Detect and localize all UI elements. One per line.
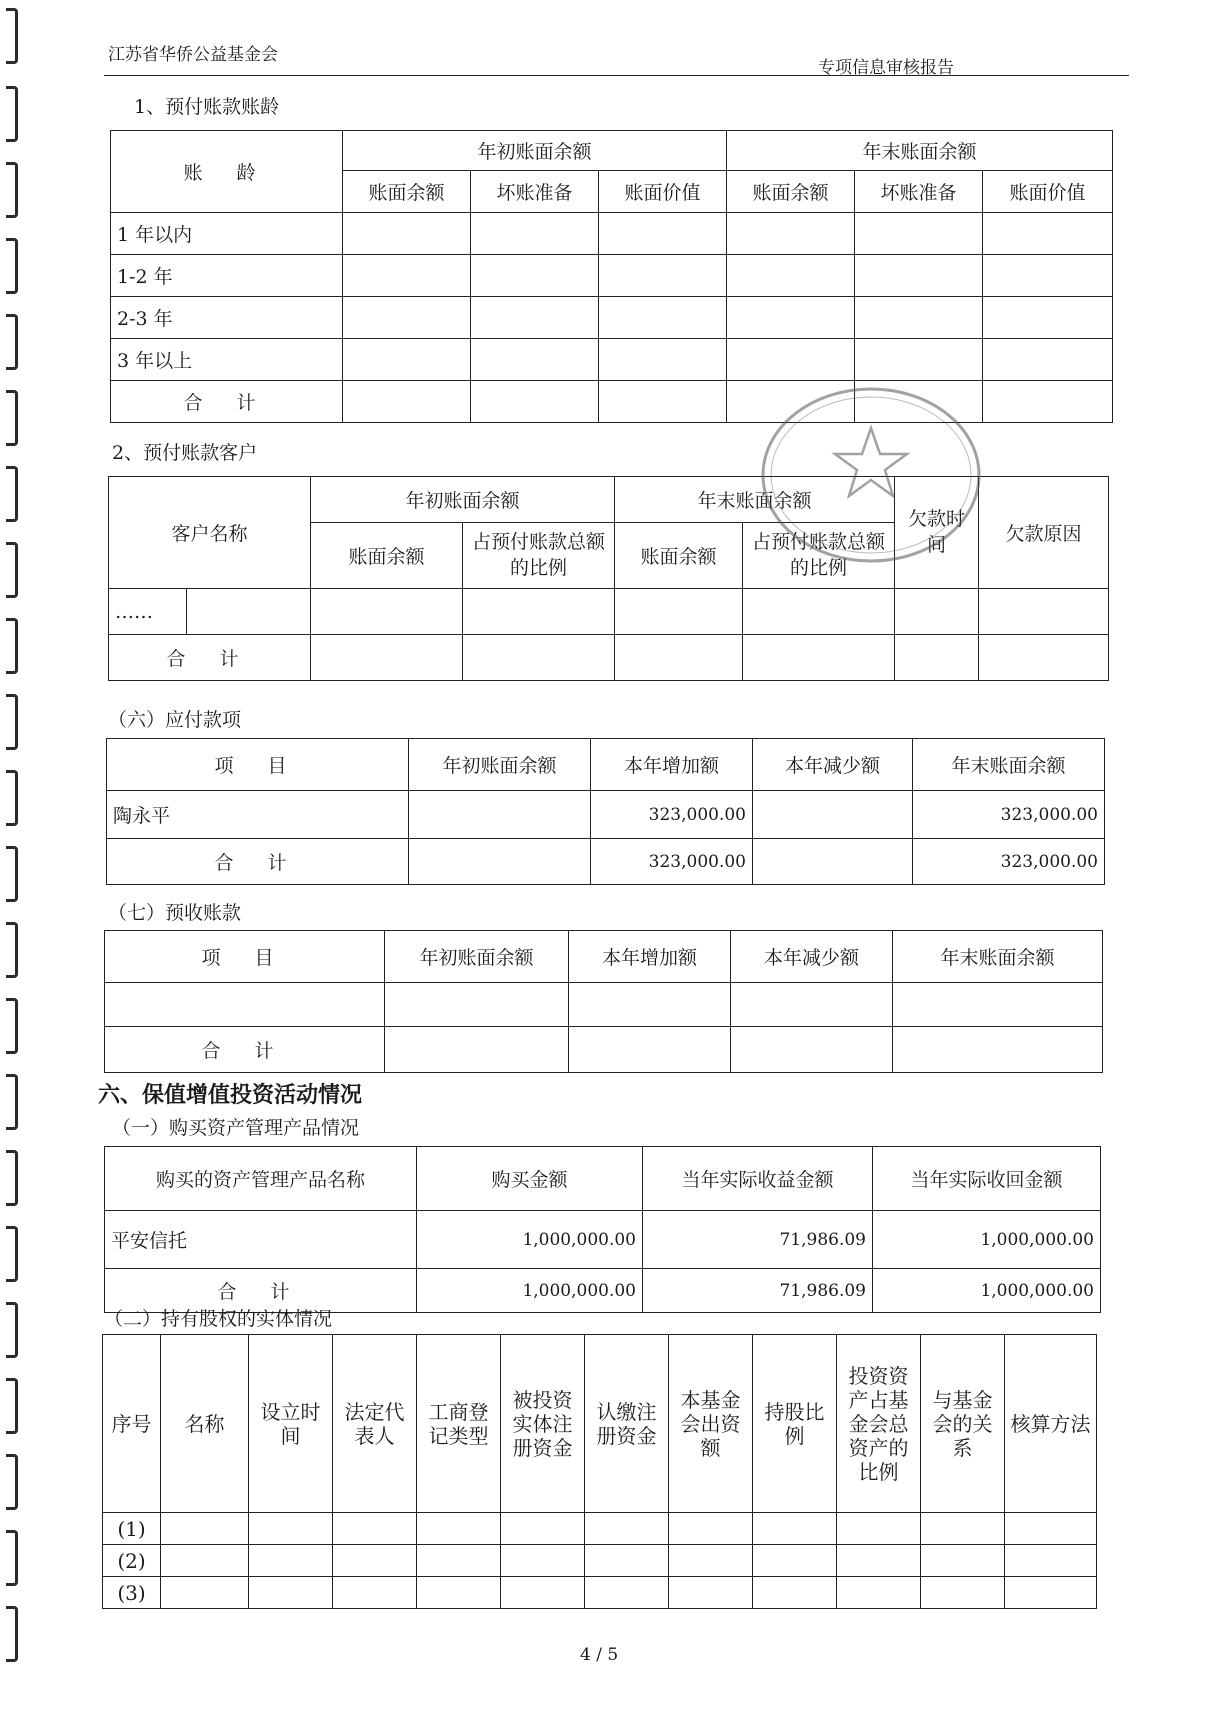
actual-recovered: 1,000,000.00 [873, 1211, 1101, 1269]
col-increase: 本年增加额 [569, 931, 731, 983]
col-begin-balance: 年初账面余额 [385, 931, 569, 983]
table-row [109, 589, 1109, 635]
col-actual-recovered: 当年实际收回金额 [873, 1147, 1101, 1211]
col-registered-capital: 被投资实体注册资金 [501, 1335, 585, 1513]
table-row [111, 213, 1113, 255]
col-share-ratio: 持股比例 [753, 1335, 837, 1513]
asset-products-table [104, 1146, 1101, 1313]
sub-col: 账面余额 [343, 171, 471, 213]
prepay-aging-title: 1、预付账款账龄 [134, 96, 280, 118]
col-actual-income: 当年实际收益金额 [643, 1147, 873, 1211]
total-decrease [753, 839, 913, 885]
sub-col: 账面余额 [727, 171, 855, 213]
advances-title: （七）预收账款 [108, 902, 242, 924]
total-label: 合 计 [105, 1269, 417, 1313]
group-begin-balance: 年初账面余额 [311, 477, 615, 523]
col-contribution: 本基金会出资额 [669, 1335, 753, 1513]
col-registration-type: 工商登记类型 [417, 1335, 501, 1513]
col-begin-balance: 年初账面余额 [409, 739, 591, 791]
header-rule [104, 75, 1129, 76]
row-label: 2-3 年 [111, 297, 343, 339]
official-seal-stamp [756, 380, 986, 570]
end-value: 323,000.00 [913, 791, 1105, 839]
sub-col: 账面价值 [983, 171, 1113, 213]
row-label: 3 年以上 [111, 339, 343, 381]
col-product-name: 购买的资产管理产品名称 [105, 1147, 417, 1211]
total-label: 合 计 [107, 839, 409, 885]
prepay-customer-title: 2、预付账款客户 [112, 442, 258, 464]
group-end-balance: 年末账面余额 [615, 477, 895, 523]
sub-col: 坏账准备 [855, 171, 983, 213]
total-begin [409, 839, 591, 885]
increase-value: 323,000.00 [591, 791, 753, 839]
decrease-value [753, 791, 913, 839]
begin-value [409, 791, 591, 839]
table-row [111, 255, 1113, 297]
table-row [105, 1211, 1101, 1269]
binding-holes [0, 0, 26, 1728]
col-established: 设立时间 [249, 1335, 333, 1513]
total-purchase-amount: 1,000,000.00 [417, 1269, 643, 1313]
col-arrears-time: 欠款时间 [895, 477, 979, 589]
col-item: 项 目 [107, 739, 409, 791]
col-decrease: 本年减少额 [731, 931, 893, 983]
col-increase: 本年增加额 [591, 739, 753, 791]
asset-products-title: （一）购买资产管理产品情况 [112, 1117, 360, 1139]
seq-number: (3) [103, 1577, 161, 1609]
table-row [103, 1513, 1097, 1545]
seq-number: (1) [103, 1513, 161, 1545]
total-row [107, 839, 1105, 885]
payables-title: （六）应付款项 [108, 709, 242, 731]
actual-income: 71,986.09 [643, 1211, 873, 1269]
advances-table [104, 930, 1103, 1073]
col-end-balance: 年末账面余额 [913, 739, 1105, 791]
sub-col: 占预付账款总额的比例 [743, 523, 895, 589]
col-legal-rep: 法定代表人 [333, 1335, 417, 1513]
total-end: 323,000.00 [913, 839, 1105, 885]
sub-col: 账面余额 [615, 523, 743, 589]
ellipsis-cell: …… [109, 589, 187, 635]
col-asset-ratio: 投资资产占基金会总资产的比例 [837, 1335, 921, 1513]
equity-title: （二）持有股权的实体情况 [104, 1308, 333, 1330]
seq-number: (2) [103, 1545, 161, 1577]
sub-col: 坏账准备 [471, 171, 599, 213]
col-relation: 与基金会的关系 [921, 1335, 1005, 1513]
table-row [103, 1577, 1097, 1609]
group-begin-balance: 年初账面余额 [343, 131, 727, 171]
col-account-age: 账 龄 [111, 131, 343, 213]
sub-col: 账面余额 [311, 523, 463, 589]
col-item: 项 目 [105, 931, 385, 983]
col-seq: 序号 [103, 1335, 161, 1513]
header-report-title: 专项信息审核报告 [818, 58, 954, 78]
item-name: 陶永平 [107, 791, 409, 839]
table-row [105, 983, 1103, 1027]
total-actual-recovered: 1,000,000.00 [873, 1269, 1101, 1313]
table-row [111, 339, 1113, 381]
product-name: 平安信托 [105, 1211, 417, 1269]
equity-table [102, 1334, 1097, 1609]
total-row [109, 635, 1109, 681]
table-row [107, 791, 1105, 839]
total-actual-income: 71,986.09 [643, 1269, 873, 1313]
page-number: 4 / 5 [580, 1645, 619, 1665]
total-label: 合 计 [109, 635, 311, 681]
row-label: 1 年以内 [111, 213, 343, 255]
total-label: 合 计 [111, 381, 343, 423]
row-label: 1-2 年 [111, 255, 343, 297]
table-row [111, 297, 1113, 339]
col-subscribed-capital: 认缴注册资金 [585, 1335, 669, 1513]
header-org: 江苏省华侨公益基金会 [108, 45, 278, 65]
total-row [105, 1027, 1103, 1073]
section6-heading: 六、保值增值投资活动情况 [98, 1082, 363, 1108]
col-name: 名称 [161, 1335, 249, 1513]
purchase-amount: 1,000,000.00 [417, 1211, 643, 1269]
group-end-balance: 年末账面余额 [727, 131, 1113, 171]
col-customer-name: 客户名称 [109, 477, 311, 589]
col-decrease: 本年减少额 [753, 739, 913, 791]
total-label: 合 计 [105, 1027, 385, 1073]
col-arrears-reason: 欠款原因 [979, 477, 1109, 589]
col-end-balance: 年末账面余额 [893, 931, 1103, 983]
col-purchase-amount: 购买金额 [417, 1147, 643, 1211]
payables-table [106, 738, 1105, 885]
sub-col: 账面价值 [599, 171, 727, 213]
table-row [103, 1545, 1097, 1577]
total-increase: 323,000.00 [591, 839, 753, 885]
col-accounting-method: 核算方法 [1005, 1335, 1097, 1513]
sub-col: 占预付账款总额的比例 [463, 523, 615, 589]
